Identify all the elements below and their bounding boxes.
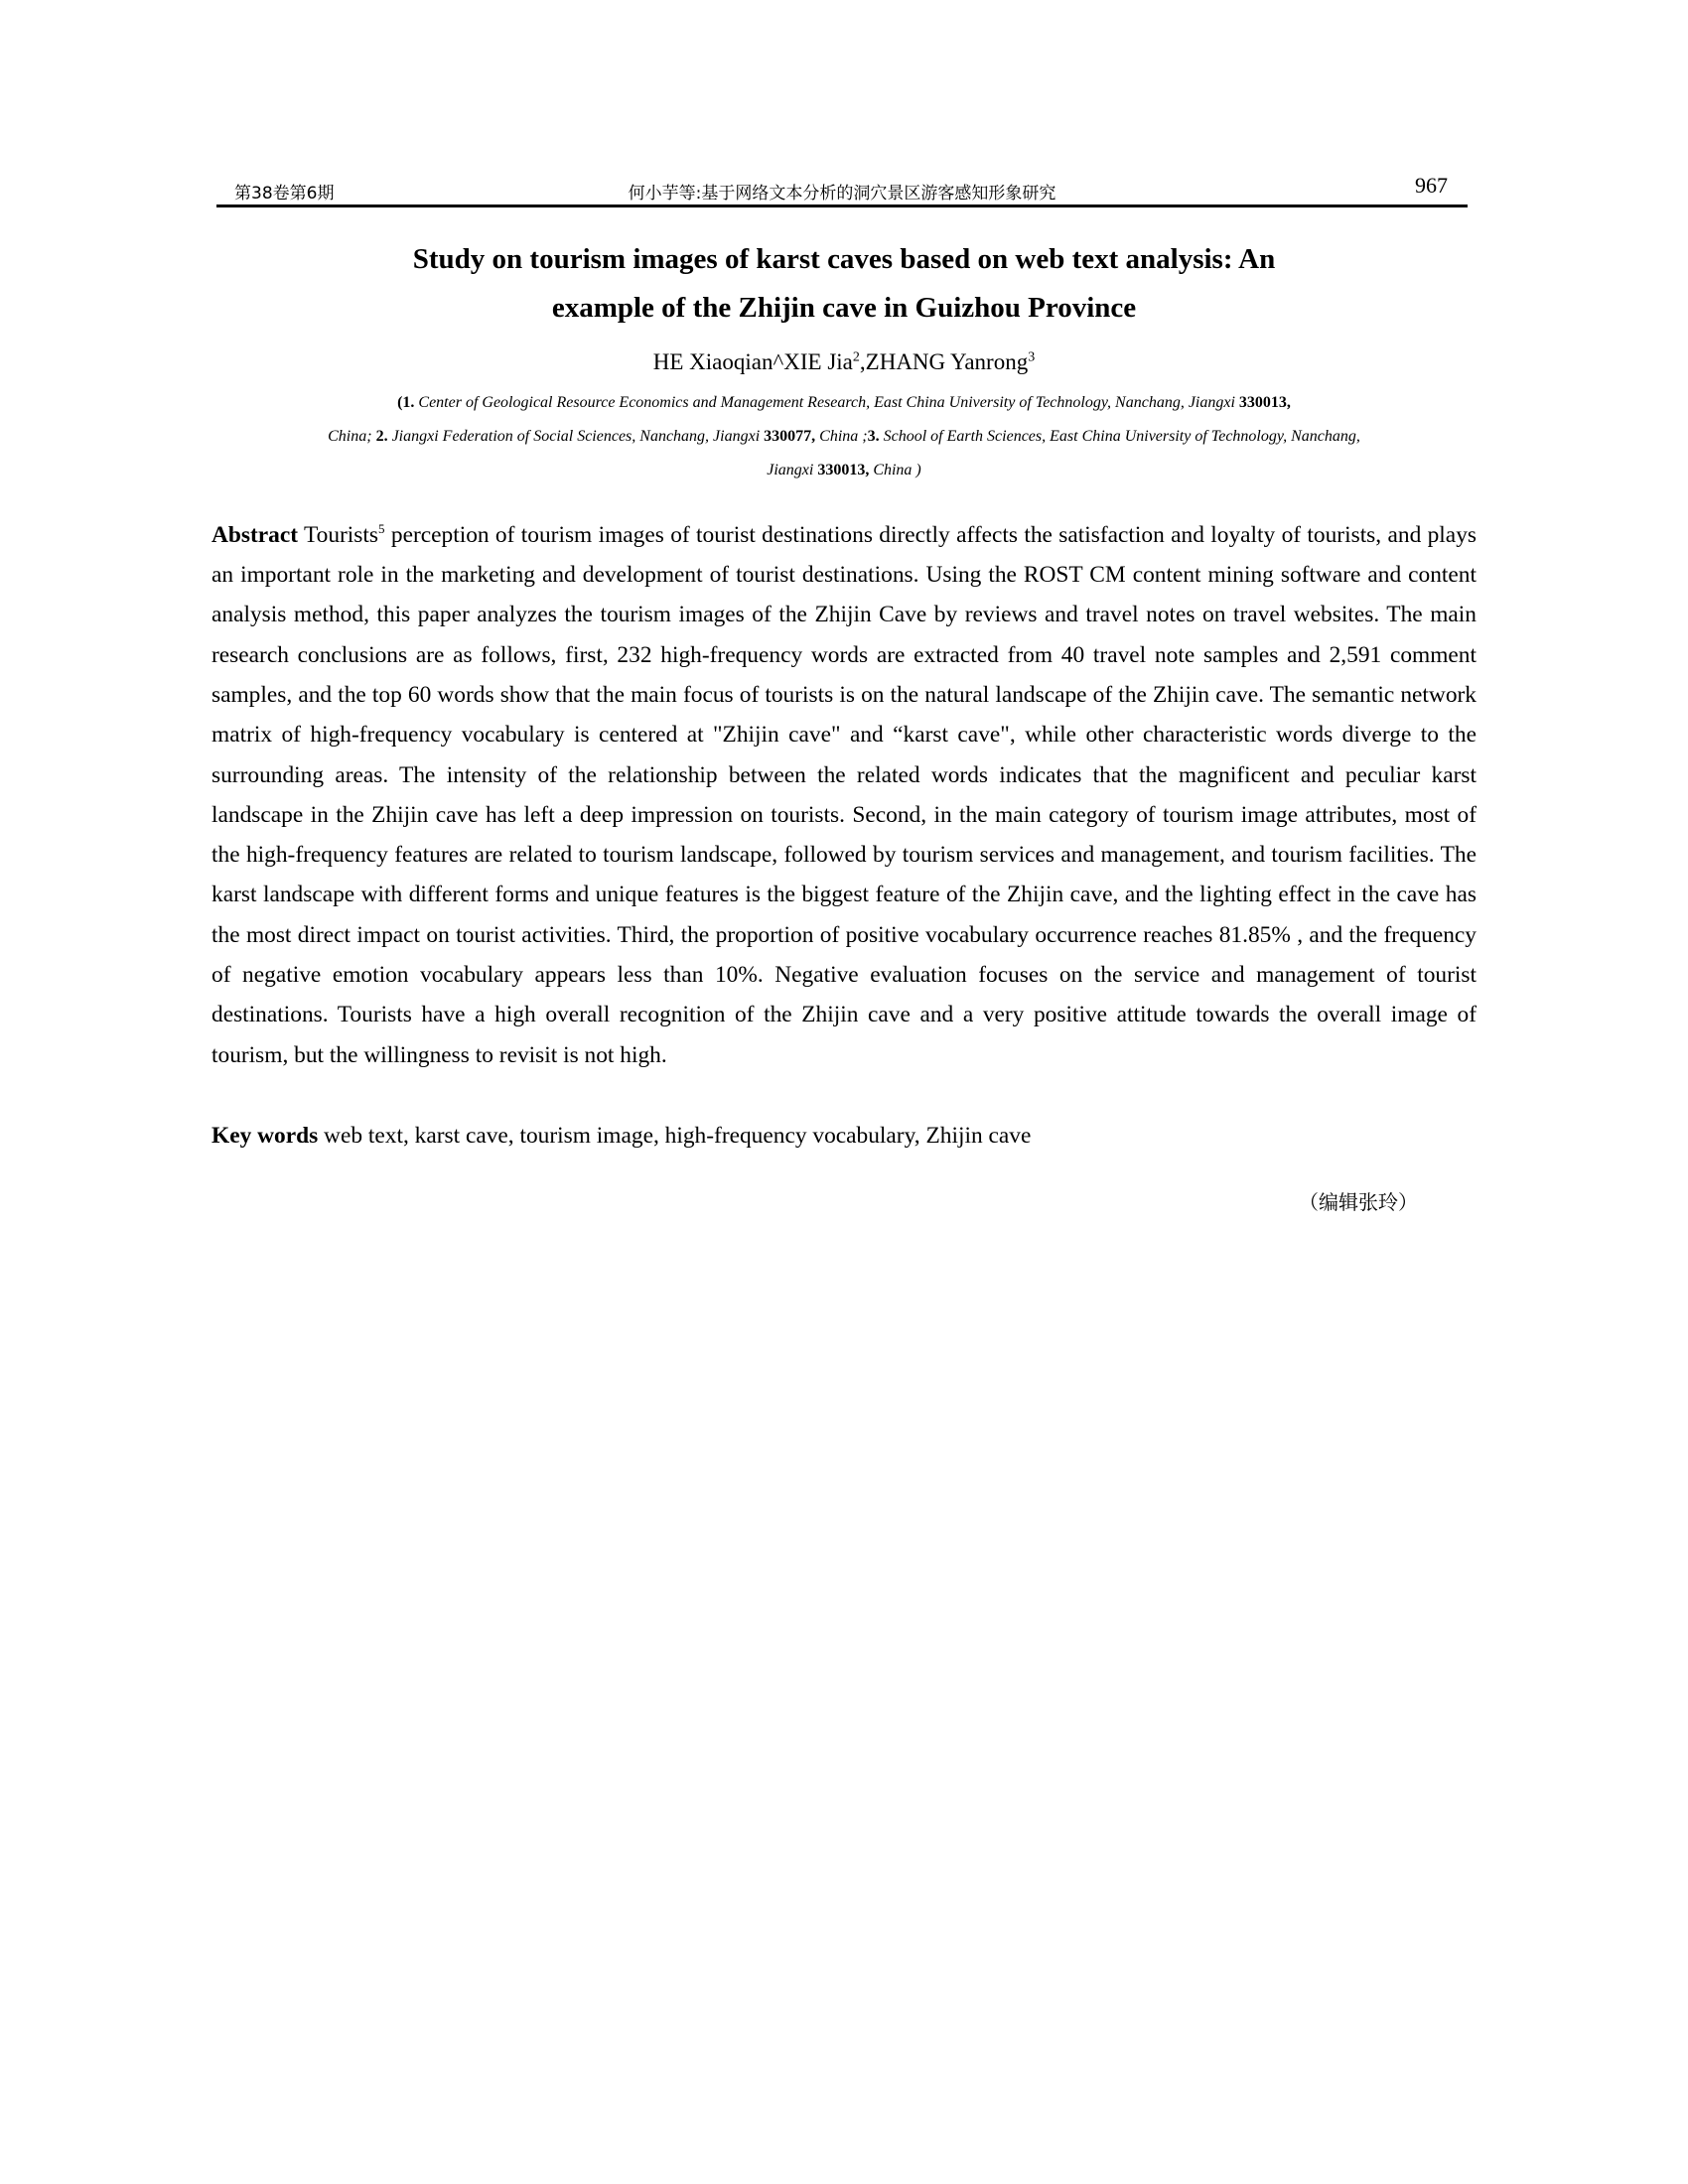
abstract-label: Abstract xyxy=(211,521,299,548)
affil-3-num: 3. xyxy=(867,428,884,445)
affil-2-text: Jiangxi Federation of Social Sciences, Nanchang, Jiangxi xyxy=(391,428,765,445)
page-number: 967 xyxy=(1415,173,1448,198)
author-list xyxy=(248,349,1440,375)
affil-1-code: 330013, xyxy=(1238,394,1291,411)
author-2: ,ZHANG Yanrong xyxy=(859,349,1029,374)
affil-1-text: Center of Geological Resource Economics and Management Research, East China University of Technology, Nanchang, Jiangxi xyxy=(418,394,1239,411)
article-title xyxy=(248,235,1440,333)
running-title: 何小芋等:基于网络文本分析的洞穴景区游客感知形象研究 xyxy=(628,184,1056,204)
affil-2-code: 330077, xyxy=(764,428,816,445)
abstract-lead: Tourists xyxy=(298,521,379,548)
keywords-text: web text, karst cave, tourism image, high-frequency vocabulary, Zhijin cave xyxy=(318,1123,1032,1149)
editor-note: （编辑张玲） xyxy=(1299,1190,1418,1214)
affil-3-code: 330013, xyxy=(817,462,870,478)
issue-label: 第38卷第6期 xyxy=(234,184,335,204)
keywords-label: Key words xyxy=(211,1123,319,1149)
author-1: HE Xiaoqian^XIE Jia xyxy=(652,349,853,374)
author-1-affil-marker: 2 xyxy=(852,349,860,365)
affil-3-country: China ) xyxy=(869,462,921,478)
title-line-1: Study on tourism images of karst caves based on web text analysis: An xyxy=(412,243,1276,275)
affil-2-country: China ; xyxy=(815,428,868,445)
affil-2-num: 2. xyxy=(375,428,392,445)
running-header xyxy=(216,171,1468,207)
affil-3-text: School of Earth Sciences, East China University of Technology, Nanchang, Jiangxi xyxy=(767,428,1360,478)
affiliations xyxy=(318,386,1370,487)
title-line-2: example of the Zhijin cave in Guizhou Province xyxy=(551,292,1137,324)
author-2-affil-marker: 3 xyxy=(1028,349,1036,365)
abstract-superscript: 5 xyxy=(378,521,385,536)
affil-open: (1. xyxy=(397,394,419,411)
keywords xyxy=(211,1116,1477,1156)
abstract-body: perception of tourism images of tourist destinations directly affects the satisfaction and loyalty of tourists, and plays an important role in the marketing and development of tourist destinations. Using the ROST CM content mining software and content analysis method, this paper analyzes the tourism images of the Zhijin Cave by reviews and travel notes on travel websites. The main research conclusions are as follows, first, 232 high-frequency words are extracted from 40 travel note samples and 2,591 comment samples, and the top 60 words show that the main focus of tourists is on the natural landscape of the Zhijin cave. The semantic network matrix of high-frequency vocabulary is centered at "Zhijin cave" and “karst cave", while other characteristic words diverge to the surrounding areas. The intensity of the relationship between the related words indicates that the magnificent and peculiar karst landscape in the Zhijin cave has left a deep impression on tourists. Second, in the main category of tourism image attributes, most of the high-frequency features are related to tourism landscape, followed by tourism services and management, and tourism facilities. The karst landscape with different forms and unique features is the biggest feature of the Zhijin cave, and the lighting effect in the cave has the most direct impact on tourist activities. Third, the proportion of positive vocabulary occurrence reaches 81.85% , and the frequency of negative emotion vocabulary appears less than 10%. Negative evaluation focuses on the service and management of tourist destinations. Tourists have a high overall recognition of the Zhijin cave and a very positive attitude towards the overall image of tourism, but the willingness to revisit is not high. xyxy=(211,521,1477,1068)
abstract xyxy=(211,509,1477,1075)
affil-1-country: China; xyxy=(328,428,376,445)
